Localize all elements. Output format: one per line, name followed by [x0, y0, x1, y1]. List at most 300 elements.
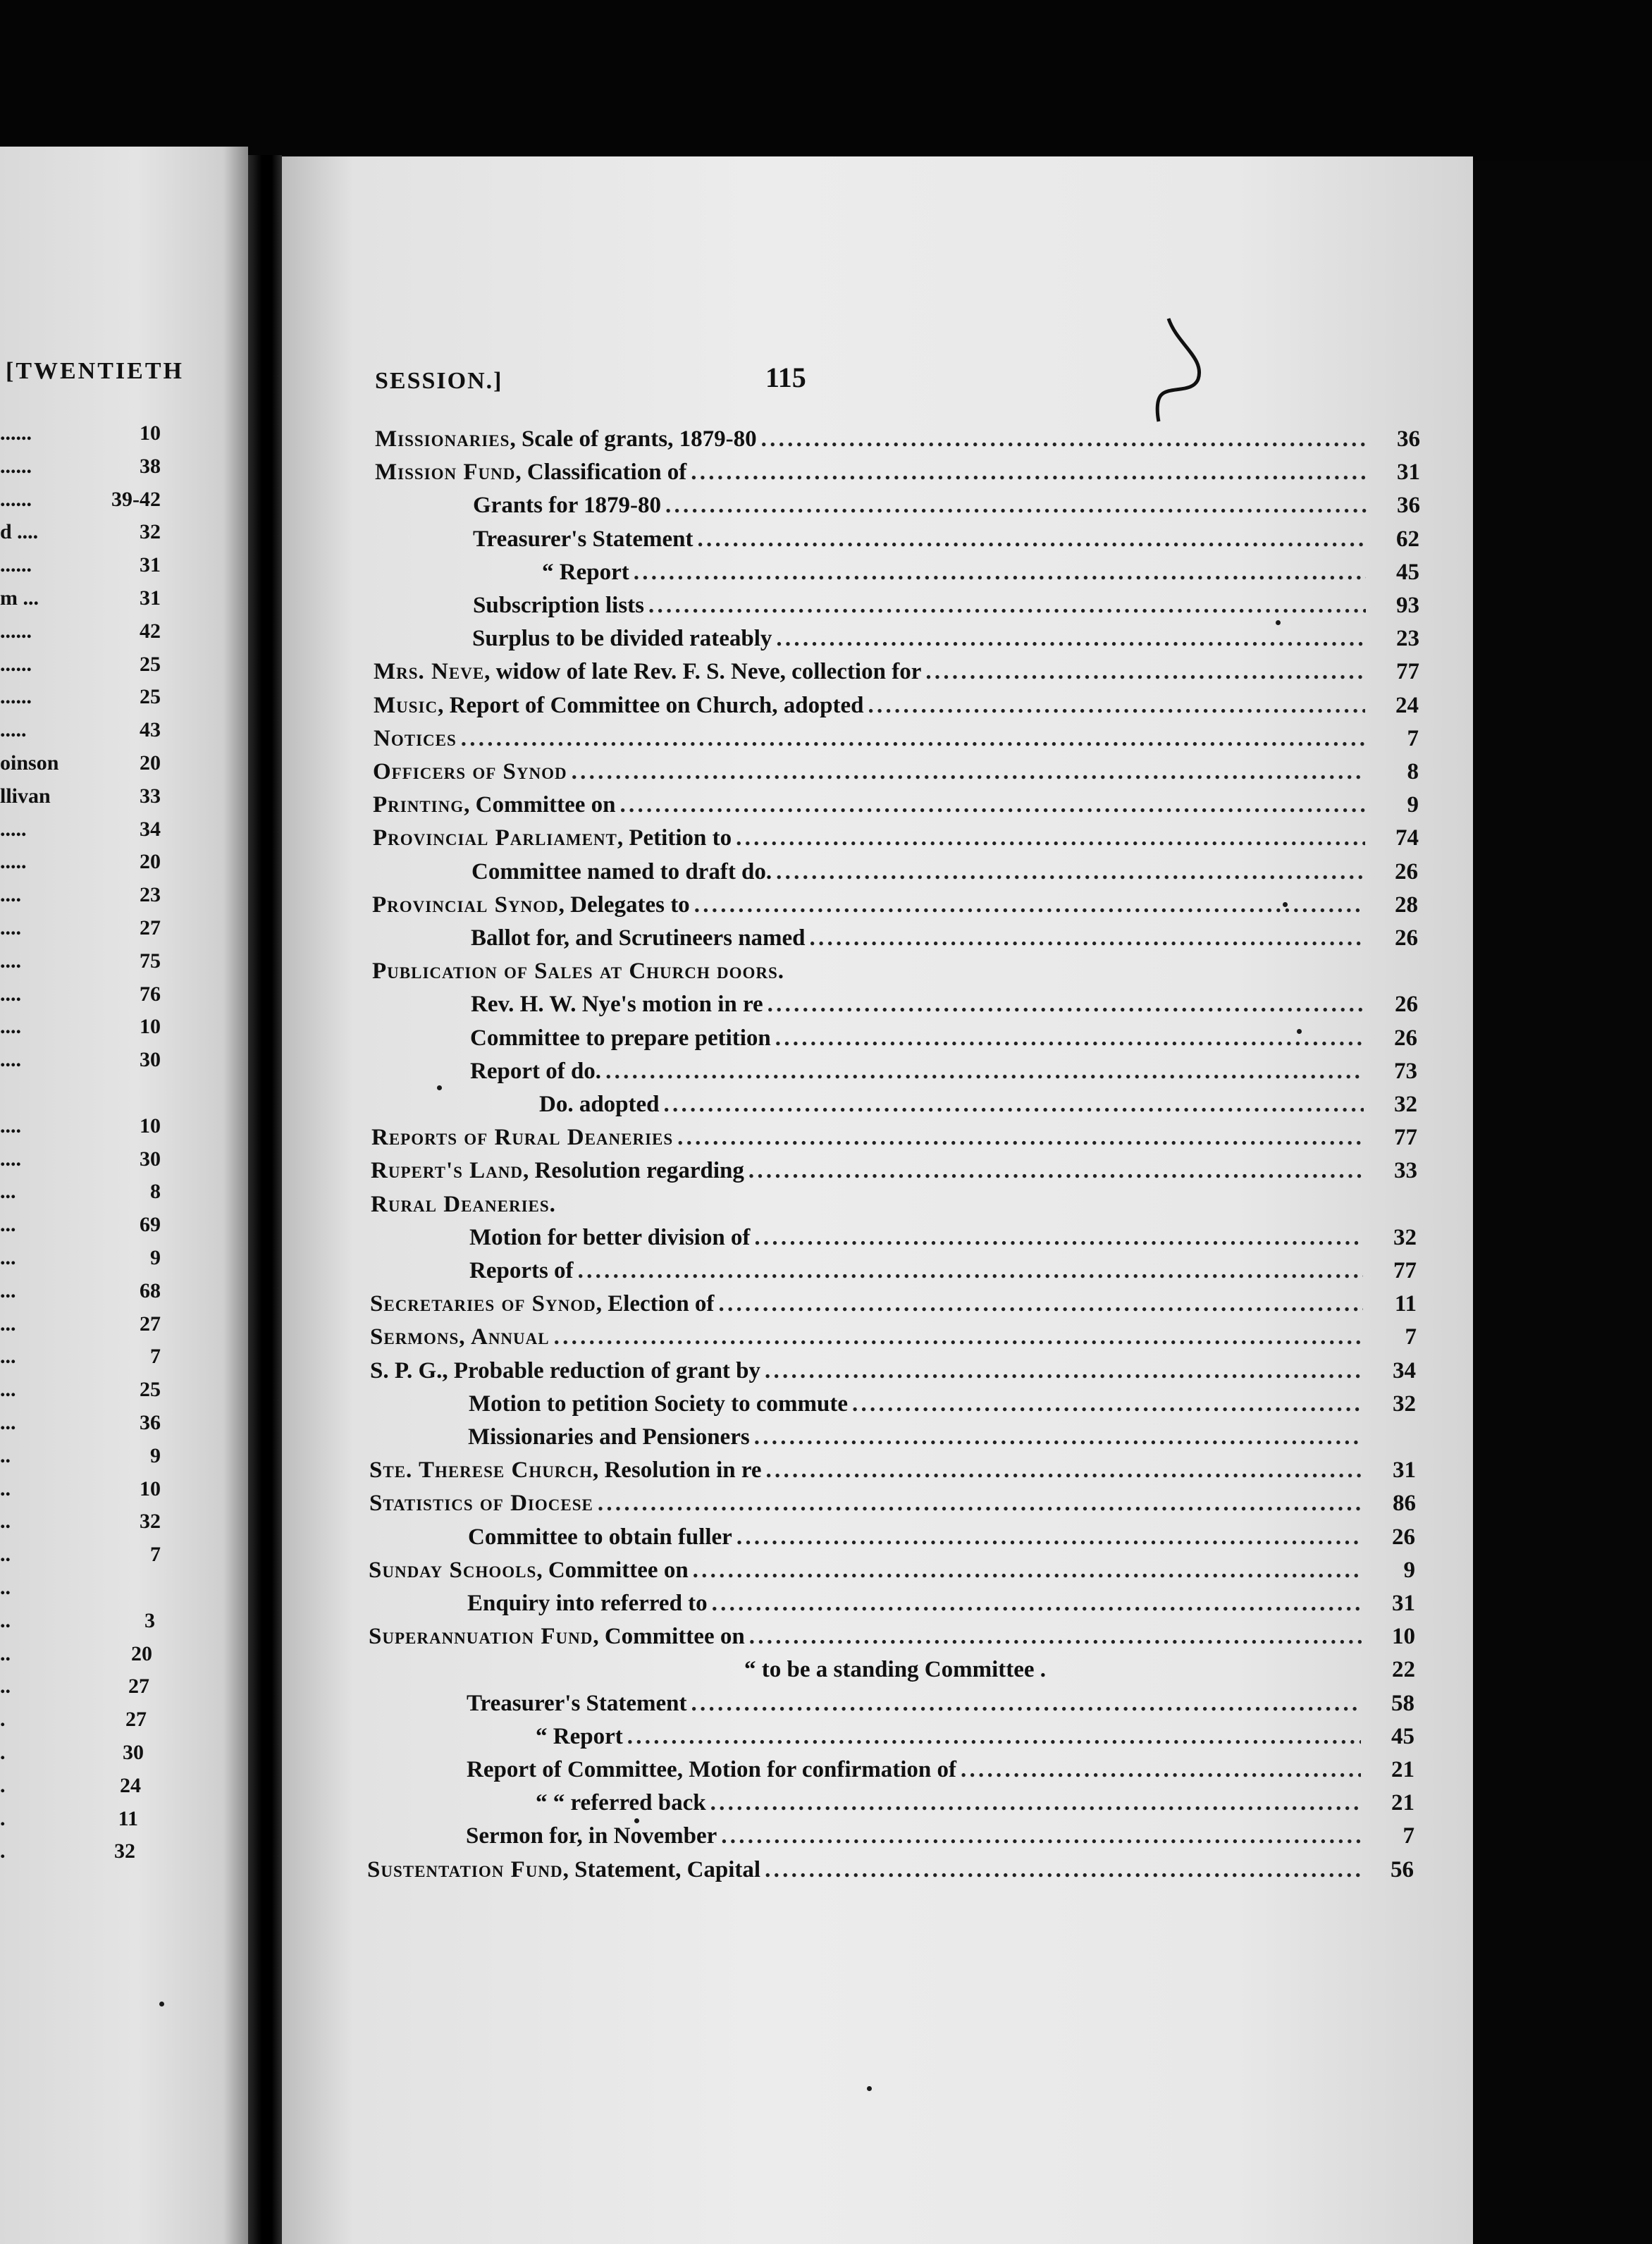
left-line-fragment: . [0, 1741, 6, 1764]
index-entry-text [473, 526, 694, 553]
dot-leader [721, 1823, 1361, 1849]
dot-leader [691, 1691, 1361, 1717]
left-index-line [0, 553, 247, 586]
index-entry [469, 1385, 1416, 1417]
left-index-line [0, 1774, 247, 1807]
left-index-line [0, 520, 247, 553]
left-line-fragment: .... [0, 1015, 21, 1039]
index-entry-text [467, 1591, 708, 1617]
index-entry [467, 1684, 1414, 1717]
left-index-line [0, 1609, 247, 1642]
index-heading: Printing [373, 792, 464, 818]
dot-leader [718, 1291, 1363, 1317]
left-index-line [0, 1345, 247, 1378]
index-page-ref: 58 [1391, 1690, 1414, 1716]
index-subentry: , Scale of grants, 1879-80 [510, 426, 757, 452]
dot-leader [698, 526, 1366, 553]
index-entry-text [374, 693, 863, 719]
left-line-page-ref: 27 [140, 1312, 161, 1336]
dot-leader [868, 693, 1365, 719]
dot-leader [852, 1391, 1362, 1417]
left-index-line [0, 1576, 247, 1609]
left-index-line [0, 1839, 247, 1873]
index-page-ref: 45 [1396, 559, 1419, 585]
index-entry-text [373, 825, 732, 851]
index-entry-text [469, 1225, 750, 1251]
left-index-line [0, 586, 247, 619]
left-line-fragment: .... [0, 916, 21, 939]
left-line-page-ref: 9 [150, 1246, 161, 1269]
index-heading: Mission Fund [375, 460, 516, 486]
index-entry [372, 886, 1418, 918]
index-subentry: Committee named to draft do. [471, 858, 772, 884]
index-entry [372, 952, 1369, 985]
left-index-line [0, 1147, 247, 1180]
index-subentry: “ to be a standing Committee . [744, 1657, 1047, 1683]
left-line-fragment: ...... [0, 685, 32, 709]
left-line-page-ref: 38 [140, 454, 161, 478]
index-entry [469, 1252, 1417, 1284]
index-subentry: Surplus to be divided rateably [472, 626, 772, 652]
index-page-ref: 56 [1391, 1856, 1414, 1882]
dot-leader [627, 1724, 1361, 1750]
left-line-page-ref: 31 [140, 586, 161, 610]
running-head: SESSION.] [375, 368, 503, 394]
index-entry-text [370, 1358, 760, 1384]
index-entry [369, 1617, 1415, 1650]
index-entry-text [369, 1491, 593, 1517]
left-line-page-ref: 27 [140, 916, 161, 939]
index-subentry: , Classification of [515, 460, 687, 486]
left-facing-page [0, 147, 248, 2244]
dot-leader [712, 1591, 1362, 1617]
dot-leader [694, 892, 1364, 918]
index-entry-text [469, 1391, 848, 1417]
index-page-ref: 86 [1393, 1491, 1416, 1517]
book-spine [248, 155, 282, 2244]
index-page-ref: 7 [1403, 1823, 1414, 1849]
index-heading: Missionaries [375, 426, 510, 452]
index-page-ref: 34 [1393, 1357, 1416, 1383]
scan-speck [634, 1818, 639, 1823]
scan-speck [159, 2002, 164, 2006]
index-page-ref: 11 [1394, 1291, 1417, 1317]
index-page-ref: 22 [1392, 1657, 1415, 1683]
dot-leader [691, 460, 1367, 486]
left-line-fragment: ...... [0, 619, 32, 643]
left-line-page-ref: 27 [128, 1675, 149, 1699]
index-page-ref: 33 [1394, 1158, 1417, 1184]
left-line-page-ref: 36 [140, 1411, 161, 1434]
left-line-page-ref: 7 [150, 1543, 161, 1567]
left-line-page-ref: 68 [140, 1278, 161, 1302]
left-line-fragment: . [0, 1708, 6, 1732]
index-entry [466, 1817, 1414, 1849]
index-subentry: , Committee on [536, 1557, 689, 1583]
left-line-fragment: ... [0, 1246, 16, 1269]
left-line-fragment: ... [0, 1213, 16, 1237]
index-entry-text [369, 1457, 762, 1484]
index-heading: Secretaries of Synod [370, 1291, 596, 1317]
index-entry-text [371, 1125, 673, 1151]
index-entry [471, 853, 1418, 885]
index-page-ref: 62 [1396, 526, 1419, 552]
index-entry-text [473, 493, 661, 519]
left-line-page-ref: 75 [140, 949, 161, 973]
index-entry [371, 1185, 1367, 1218]
left-line-page-ref: 8 [150, 1180, 161, 1204]
index-entry-text [375, 460, 686, 486]
left-index-line [0, 1378, 247, 1411]
index-page-ref: 21 [1391, 1790, 1414, 1816]
index-entry [369, 1451, 1416, 1484]
dot-leader [598, 1491, 1362, 1517]
index-subentry: , Delegates to [558, 892, 690, 918]
left-line-page-ref: 42 [140, 619, 161, 643]
index-entry-text [371, 1158, 744, 1184]
index-entry-text [471, 859, 772, 885]
left-line-page-ref: 39-42 [111, 487, 161, 511]
dot-leader [961, 1757, 1361, 1783]
index-entry [375, 420, 1420, 452]
index-subentry: Treasurer's Statement [473, 526, 694, 552]
left-index-line [0, 818, 247, 851]
index-heading: Sunday Schools [369, 1557, 537, 1583]
index-entry [375, 453, 1420, 486]
index-entry-text [369, 1624, 745, 1650]
index-heading: Mrs. Neve [374, 659, 485, 685]
left-line-fragment: .... [0, 883, 21, 907]
left-index-line [0, 1543, 247, 1576]
index-subentry: Report of do. [470, 1058, 602, 1084]
left-index-line [0, 455, 247, 488]
index-heading: Superannuation Fund [369, 1624, 593, 1650]
left-index-line [0, 1807, 247, 1840]
index-subentry: “ Report [536, 1723, 623, 1749]
index-subentry: Grants for 1879-80 [473, 493, 662, 519]
index-page-ref: 74 [1395, 825, 1419, 851]
left-index-line [0, 1015, 247, 1048]
index-subentry: Reports of [469, 1258, 574, 1283]
index-entry-text [469, 1258, 574, 1284]
index-page-ref: 9 [1407, 792, 1419, 818]
index-entry-text [370, 1291, 714, 1317]
dot-leader [748, 1158, 1364, 1184]
index-heading: Sermons, Annual [370, 1324, 550, 1350]
index-entry-text [374, 726, 457, 752]
left-index-line [0, 751, 247, 784]
left-line-page-ref: 10 [140, 1114, 161, 1138]
left-line-fragment: ...... [0, 454, 32, 478]
dot-leader [554, 1324, 1363, 1350]
left-index-line [0, 685, 247, 718]
dot-leader [765, 1358, 1362, 1384]
left-line-page-ref: 10 [140, 421, 161, 445]
index-subentry: , Resolution in re [592, 1457, 762, 1484]
index-page-ref: 10 [1392, 1624, 1415, 1650]
left-line-fragment: ... [0, 1312, 16, 1336]
index-entry [473, 520, 1419, 553]
index-page-ref: 36 [1397, 493, 1420, 519]
left-line-fragment: . [0, 1839, 6, 1863]
index-entry-text [466, 1823, 717, 1849]
left-line-page-ref: 33 [140, 784, 161, 808]
index-page-ref: 77 [1396, 659, 1419, 685]
index-entry-text [470, 1059, 601, 1085]
left-line-page-ref: 9 [150, 1443, 161, 1467]
index-entry [370, 1285, 1417, 1317]
index-page-ref: 26 [1395, 992, 1418, 1018]
index-entry-text [468, 1424, 750, 1450]
index-entry [371, 1118, 1417, 1151]
index-page-ref: 26 [1392, 1524, 1415, 1550]
left-index-line [0, 1642, 247, 1675]
index-subentry: Treasurer's Statement [467, 1690, 687, 1716]
index-subentry: Report of Committee, Motion for confirmation of [467, 1757, 956, 1782]
dot-leader [810, 925, 1364, 951]
index-subentry: , Report of Committee on Church, adopted [438, 692, 864, 718]
index-page-ref: 32 [1393, 1391, 1416, 1417]
left-line-fragment: ...... [0, 553, 32, 577]
index-entry-text [471, 925, 806, 951]
left-line-fragment: d .... [0, 520, 39, 544]
index-page [282, 156, 1473, 2244]
left-line-page-ref: 10 [140, 1477, 161, 1500]
left-index-line [0, 1741, 247, 1774]
index-heading: Sustentation Fund [367, 1856, 563, 1882]
left-line-fragment: .... [0, 1114, 21, 1138]
pencil-mark [1149, 316, 1219, 429]
index-entry [374, 720, 1419, 752]
scan-speck [437, 1085, 442, 1090]
index-page-ref: 31 [1397, 460, 1420, 486]
left-line-page-ref: 10 [140, 1015, 161, 1039]
left-line-fragment: . [0, 1806, 6, 1830]
index-page-ref: 32 [1393, 1224, 1417, 1250]
dot-leader [754, 1225, 1363, 1251]
left-line-page-ref: 7 [150, 1345, 161, 1369]
index-page-ref: 8 [1407, 759, 1419, 784]
left-index-line [0, 949, 247, 982]
left-line-page-ref: 32 [140, 1510, 161, 1534]
left-line-page-ref: 30 [140, 1048, 161, 1072]
index-entry [370, 1352, 1416, 1384]
left-line-fragment: .... [0, 949, 21, 973]
index-entry-text [375, 426, 757, 452]
index-entry [470, 1052, 1417, 1085]
left-index-line [0, 883, 247, 916]
index-subentry: , Committee on [464, 792, 616, 818]
index-subentry: , Committee on [593, 1624, 745, 1650]
left-index-line [0, 1213, 247, 1246]
index-page-ref: 73 [1394, 1058, 1417, 1084]
dot-leader [754, 1424, 1362, 1450]
left-index-line [0, 653, 247, 686]
index-page-ref: 77 [1393, 1258, 1417, 1283]
index-heading: Reports of Rural Deaneries [371, 1125, 674, 1151]
left-line-page-ref: 34 [140, 817, 161, 841]
index-entry [369, 1484, 1416, 1517]
index-entry [744, 1651, 1415, 1683]
index-entry [373, 819, 1419, 851]
index-heading: Notices [374, 725, 457, 751]
left-line-page-ref: 69 [140, 1213, 161, 1237]
dot-leader [736, 1524, 1362, 1551]
dot-leader [648, 593, 1366, 619]
left-index-line [0, 619, 247, 653]
left-line-fragment: .... [0, 982, 21, 1006]
index-page-ref: 26 [1394, 1025, 1417, 1051]
index-entry-text [468, 1524, 732, 1551]
index-entry-text [367, 1857, 760, 1883]
left-line-fragment: ..... [0, 817, 27, 841]
index-heading: Provincial Parliament [373, 825, 617, 851]
left-line-fragment: .... [0, 1048, 21, 1072]
index-entry [471, 919, 1418, 951]
index-subentry: Committee to obtain fuller [468, 1524, 732, 1550]
index-page-ref: 31 [1393, 1457, 1416, 1484]
dot-leader [761, 426, 1367, 452]
index-entry-text [372, 958, 784, 985]
left-line-page-ref: 25 [140, 685, 161, 709]
index-entry [536, 1718, 1414, 1750]
left-line-fragment: ... [0, 1378, 16, 1402]
index-entry [467, 1751, 1414, 1783]
left-line-fragment: .. [0, 1510, 11, 1534]
left-line-fragment: llivan [0, 784, 51, 808]
left-line-page-ref: 25 [140, 1378, 161, 1402]
left-line-fragment: m ... [0, 586, 39, 610]
left-line-page-ref: 24 [120, 1773, 141, 1797]
left-index-line [0, 1675, 247, 1708]
left-index-line [0, 1114, 247, 1147]
index-entry-text [473, 593, 644, 619]
index-subentry: Motion to petition Society to commute [469, 1391, 848, 1417]
left-line-page-ref: 30 [123, 1741, 144, 1764]
index-entry-text [369, 1558, 689, 1584]
dot-leader [634, 560, 1366, 586]
index-entry [374, 686, 1419, 719]
left-line-page-ref: 76 [140, 982, 161, 1006]
index-entry-text [374, 659, 921, 685]
index-heading: Rupert's Land [371, 1158, 524, 1184]
left-line-fragment: .. [0, 1576, 11, 1599]
left-line-fragment: ..... [0, 718, 27, 742]
index-subentry: “ Report [542, 559, 629, 585]
dot-leader [677, 1125, 1364, 1151]
left-index-line [0, 1510, 247, 1543]
left-line-page-ref: 27 [125, 1708, 147, 1732]
left-index-line [0, 1279, 247, 1312]
scan-border [1473, 161, 1652, 2244]
dot-leader [776, 626, 1366, 652]
index-subentry: Committee to prepare petition [470, 1025, 771, 1051]
left-line-fragment: . [0, 1773, 6, 1797]
left-line-page-ref: 20 [131, 1641, 152, 1665]
dot-leader [693, 1558, 1362, 1584]
index-entry-text [467, 1691, 687, 1717]
index-subentry: Subscription lists [473, 593, 644, 618]
index-subentry: Missionaries and Pensioners [468, 1424, 750, 1450]
index-subentry: , Resolution regarding [523, 1158, 744, 1184]
index-entry-text [373, 759, 567, 785]
left-index-line [0, 488, 247, 521]
index-heading: Rural Deaneries. [371, 1191, 556, 1217]
index-heading: Ste. Therese Church [369, 1457, 593, 1484]
dot-leader [776, 859, 1364, 885]
index-page-ref: 28 [1395, 892, 1418, 918]
index-page-ref: 23 [1396, 626, 1419, 652]
left-index-line [0, 982, 247, 1016]
index-heading: Officers of Synod [373, 759, 567, 784]
index-entry-text [536, 1790, 706, 1816]
dot-leader [461, 726, 1365, 752]
index-page-ref: 93 [1396, 593, 1419, 618]
index-heading: Music [374, 692, 438, 718]
left-line-page-ref: 20 [140, 751, 161, 775]
left-index-line [0, 1246, 247, 1279]
left-index-line [0, 1477, 247, 1510]
left-index-line [0, 1312, 247, 1345]
left-line-page-ref: 32 [140, 520, 161, 544]
dot-leader [736, 825, 1365, 851]
dot-leader [664, 1092, 1364, 1118]
left-line-page-ref: 31 [140, 553, 161, 577]
index-entry [373, 753, 1419, 785]
index-entry-text [373, 792, 615, 818]
index-page-ref: 32 [1394, 1092, 1417, 1117]
index-page-ref: 24 [1395, 692, 1419, 718]
scan-speck [867, 2086, 872, 2091]
left-line-fragment: oinson [0, 751, 59, 775]
index-entry [471, 985, 1418, 1018]
index-entry [470, 1019, 1417, 1052]
left-index-line [0, 1081, 247, 1114]
dot-leader [620, 792, 1365, 818]
index-entry [367, 1851, 1414, 1883]
scan-speck [1283, 902, 1288, 907]
index-entry [539, 1085, 1417, 1118]
index-subentry: S. P. G., Probable reduction of grant by [370, 1357, 761, 1383]
left-index-line [0, 1444, 247, 1477]
index-subentry: , widow of late Rev. F. S. Neve, collection for [484, 659, 922, 685]
left-line-fragment: .. [0, 1543, 11, 1567]
left-line-fragment: ... [0, 1278, 16, 1302]
index-entry [468, 1418, 1367, 1450]
dot-leader [665, 493, 1367, 519]
index-entry-text [371, 1192, 556, 1218]
left-line-page-ref: 32 [114, 1839, 135, 1863]
left-line-fragment: ...... [0, 487, 32, 511]
left-line-fragment: .. [0, 1477, 11, 1500]
left-line-fragment: .... [0, 1147, 21, 1171]
index-page-ref: 9 [1403, 1557, 1415, 1583]
left-index-line [0, 421, 247, 455]
left-index-line [0, 784, 247, 818]
dot-leader [749, 1624, 1362, 1650]
index-entry [373, 786, 1419, 818]
index-subentry: Motion for better division of [469, 1224, 751, 1250]
index-heading: Statistics of Diocese [369, 1491, 593, 1517]
dot-leader [605, 1059, 1364, 1085]
index-entry [473, 586, 1419, 619]
index-entry-text [470, 1025, 771, 1052]
left-line-page-ref: 20 [140, 850, 161, 874]
index-page-ref: 77 [1394, 1125, 1417, 1151]
index-entry [371, 1152, 1417, 1184]
left-line-fragment: .. [0, 1641, 11, 1665]
dot-leader [768, 992, 1364, 1018]
